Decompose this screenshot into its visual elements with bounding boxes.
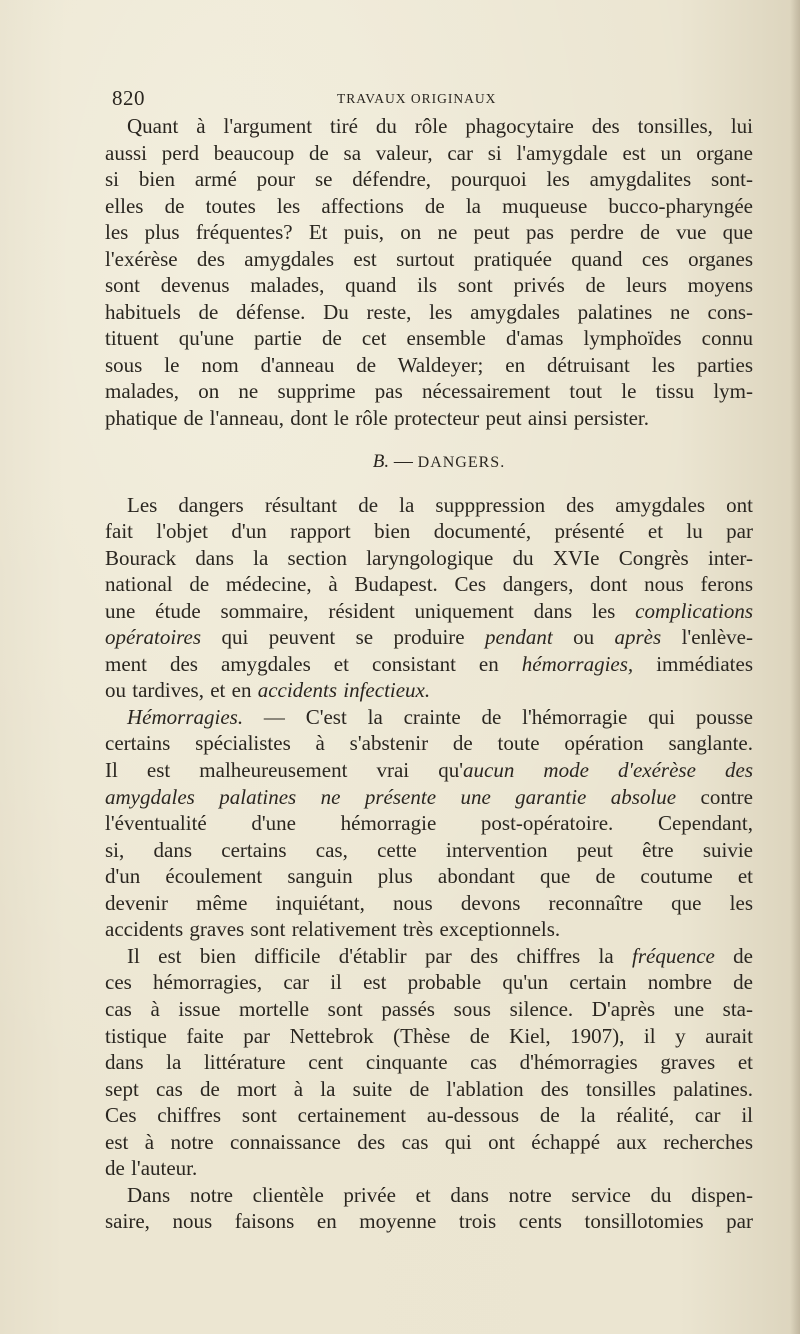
text-line: tistique faite par Nettebrok (Thèse de Kiel, 1907), il y aurait (105, 1023, 753, 1048)
emphasis-text: fréquence (632, 943, 715, 968)
text-line (105, 651, 753, 678)
text-line: l'exérèse des amygdales est surtout pratiquée quand ces organes (105, 246, 753, 271)
emphasis-text: opératoires (105, 625, 202, 650)
text-line: accidents graves sont relativement très exceptionnels. (105, 917, 561, 942)
text-line (105, 757, 753, 784)
emphasis-text: Hémorragies. (127, 704, 244, 729)
text-line: de l'auteur. (105, 1156, 198, 1181)
text-run: immédiates (633, 651, 753, 676)
text-run: Il est bien difficile d'établir par des chiffres la (127, 943, 633, 968)
text-line (105, 704, 753, 731)
emphasis-text: accidents infectieux. (257, 678, 431, 703)
running-title: TRAVAUX ORIGINAUX (337, 91, 497, 106)
text-line: malades, on ne supprime pas nécessairement tout le tissu lym- (105, 379, 753, 404)
paragraph-frequency (105, 943, 753, 1182)
text-line: national de médecine, à Budapest. Ces dangers, dont nous ferons (105, 572, 753, 597)
text-line: dans la littérature cent cinquante cas d'hémorragies graves et (105, 1050, 753, 1075)
page-edge-shadow (790, 0, 800, 1334)
text-line: sous le nom d'anneau de Waldeyer; en détruisant les parties (105, 352, 753, 377)
text-line: devenir même inquiétant, nous devons reconnaître que les (105, 890, 753, 915)
section-title: DANGERS. (417, 453, 506, 471)
text-line: Dans notre clientèle privée et dans notre service du dispen- (127, 1182, 753, 1207)
text-run: l'enlève- (661, 625, 753, 650)
text-line: l'éventualité d'une hémorragie post-opératoire. Cependant, (105, 811, 753, 836)
text-line: elles de toutes les affections de la muqueuse bucco-pharyngée (105, 193, 753, 218)
text-line: tituent qu'une partie de cet ensemble d'amas lymphoïdes connu (105, 326, 753, 351)
emphasis-text: aucun mode d'exérèse des (463, 758, 753, 783)
paragraph-hemorrhages (105, 704, 753, 943)
text-line: Quant à l'argument tiré du rôle phagocytaire des tonsilles, lui (127, 114, 753, 138)
text-line: aussi perd beaucoup de sa valeur, car si l'amygdale est un organe (105, 140, 753, 165)
text-line: si, dans certains cas, cette intervention peut être suivie (105, 837, 753, 862)
text-run: contre (676, 784, 753, 809)
text-line: Ces chiffres sont certainement au-dessous de la réalité, car il (105, 1103, 753, 1128)
text-line: fait l'objet d'un rapport bien documenté, présenté et lu par (105, 519, 753, 544)
text-run: — C'est la crainte de l'hémorragie qui pousse (243, 704, 753, 729)
text-line (105, 598, 753, 625)
text-run: une étude sommaire, résident uniquement dans les (105, 598, 636, 623)
emphasis-text: après (614, 625, 662, 650)
paragraph-dangers (105, 492, 753, 704)
emphasis-text: complications (635, 598, 753, 623)
text-line: les plus fréquentes? Et puis, on ne peut pas perdre de vue que (105, 220, 753, 245)
text-line: Bourack dans la section laryngologique du XVIe Congrès inter- (105, 545, 753, 570)
text-line (105, 624, 753, 651)
text-run: ou (552, 625, 615, 650)
text-line: saire, nous faisons en moyenne trois cents tonsillotomies par (105, 1209, 753, 1234)
page-header (112, 86, 752, 116)
text-line (105, 784, 753, 811)
text-run: ou tardives, et en (105, 678, 258, 703)
text-line: si bien armé pour se défendre, pourquoi les amygdalites sont- (105, 167, 753, 192)
body-text (105, 113, 753, 1235)
paragraph-private-practice (105, 1182, 753, 1235)
text-line: Les dangers résultant de la supppression des amygdales ont (127, 492, 753, 517)
section-letter: B. (372, 450, 390, 472)
text-line: cas à issue mortelle sont passés sous silence. D'après une sta- (105, 996, 753, 1021)
text-line: habituels de défense. Du reste, les amygdales palatines ne cons- (105, 299, 753, 324)
emphasis-text: hémorragies, (521, 651, 634, 676)
text-line: certains spécialistes à s'abstenir de toute opération sanglante. (105, 731, 753, 756)
page-number: 820 (112, 86, 145, 110)
text-run: de (714, 943, 753, 968)
text-line: sept cas de mort à la suite de l'ablation des tonsilles palatines. (105, 1076, 753, 1101)
text-run: qui peuvent se produire (201, 625, 486, 650)
text-run: Il est malheureusement vrai qu' (105, 758, 464, 783)
text-line (105, 943, 753, 970)
section-heading-dangers (105, 432, 753, 492)
text-line: est à notre connaissance des cas qui ont échappé aux recherches (105, 1129, 753, 1154)
text-line: d'un écoulement sanguin plus abondant que de coutume et (105, 864, 753, 889)
emphasis-text: amygdales palatines ne présente une garantie absolue (105, 784, 677, 809)
section-dash: — (393, 450, 413, 472)
text-line (105, 677, 753, 704)
text-line: ces hémorragies, car il est probable qu'un certain nombre de (105, 970, 753, 995)
text-line: phatique de l'anneau, dont le rôle protecteur peut ainsi persister. (105, 406, 650, 431)
text-run: ment des amygdales et consistant en (105, 651, 522, 676)
text-line: sont devenus malades, quand ils sont privés de leurs moyens (105, 273, 753, 298)
paragraph-phagocytic-role (105, 113, 753, 432)
emphasis-text: pendant (485, 625, 553, 650)
